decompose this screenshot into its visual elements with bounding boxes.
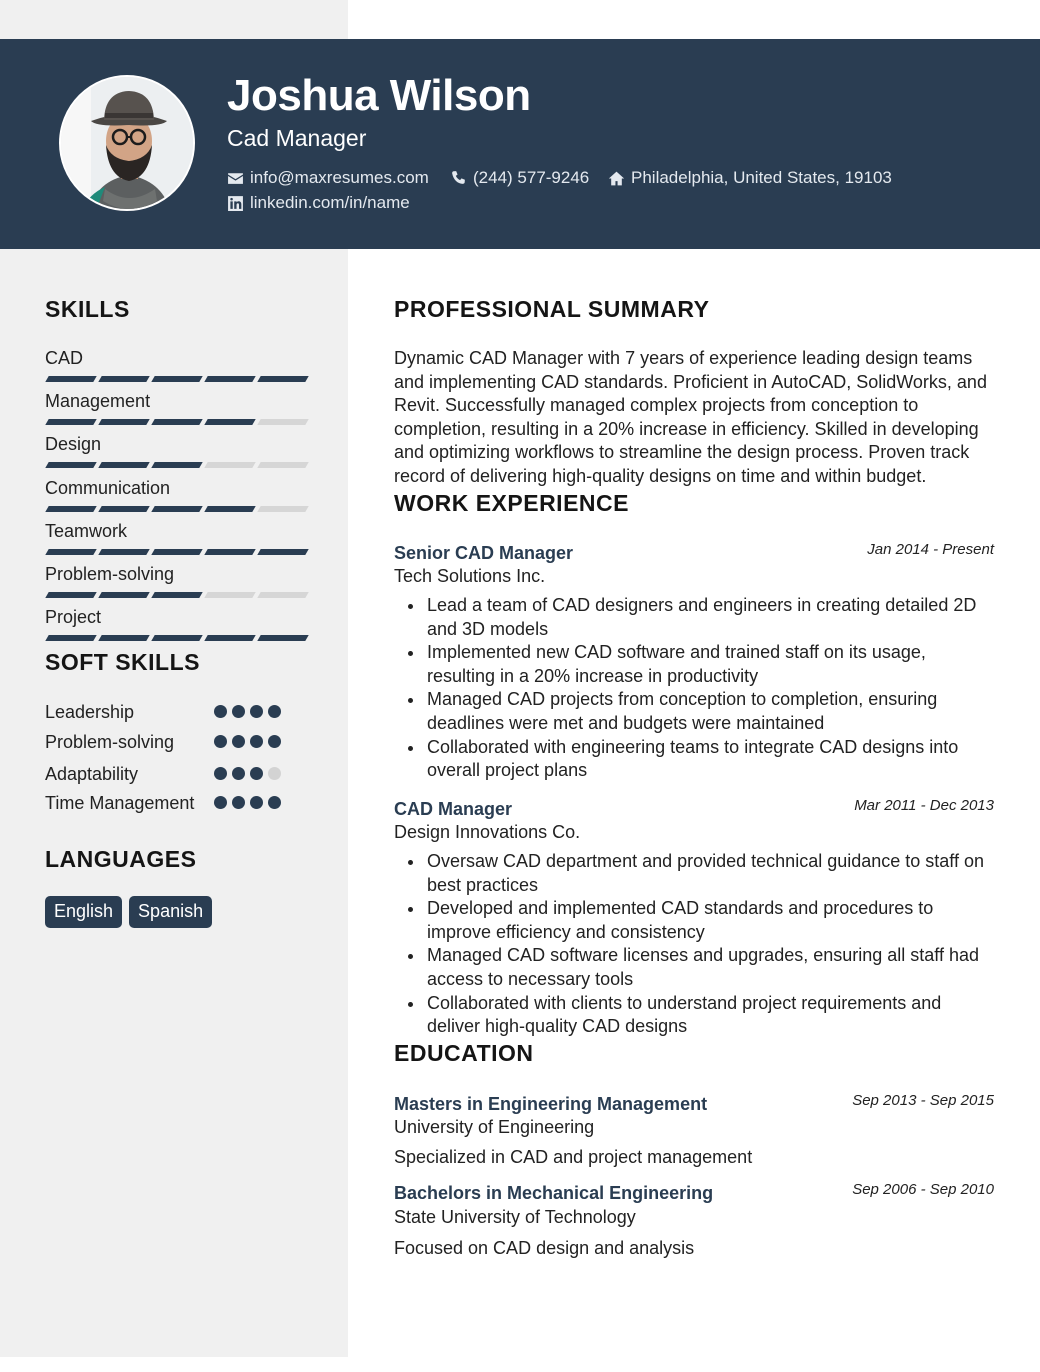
skill-segment-filled bbox=[257, 635, 308, 641]
candidate-title: Cad Manager bbox=[227, 125, 367, 151]
skill-label: CAD bbox=[45, 348, 84, 368]
home-icon bbox=[608, 170, 625, 187]
skill-segment-filled bbox=[257, 376, 308, 382]
skill-segment-filled bbox=[45, 506, 96, 512]
skill-segment-filled bbox=[98, 419, 149, 425]
degree-title: Masters in Engineering Management bbox=[394, 1094, 708, 1114]
skill-level-bar bbox=[47, 635, 307, 641]
soft-skills-heading: SOFT SKILLS bbox=[45, 649, 200, 675]
location-text: Philadelphia, United States, 19103 bbox=[631, 168, 892, 187]
rating-dot-filled bbox=[250, 767, 263, 780]
skill-segment-empty bbox=[257, 462, 308, 468]
soft-skill-rating bbox=[214, 705, 281, 718]
rating-dot-filled bbox=[214, 796, 227, 809]
skill-segment-filled bbox=[45, 635, 96, 641]
languages-heading: LANGUAGES bbox=[45, 846, 197, 872]
job-bullets bbox=[394, 850, 994, 1039]
language-badge: Spanish bbox=[129, 896, 212, 928]
skill-segment-filled bbox=[151, 506, 202, 512]
skill-segment-filled bbox=[98, 462, 149, 468]
job-company: Tech Solutions Inc. bbox=[394, 566, 546, 586]
bullet-item: Developed and implemented CAD standards and procedures to improve efficiency and consistency bbox=[394, 897, 994, 944]
contact-phone[interactable] bbox=[450, 168, 589, 188]
skill-segment-filled bbox=[151, 462, 202, 468]
summary-heading: PROFESSIONAL SUMMARY bbox=[394, 296, 710, 322]
skill-level-bar bbox=[47, 376, 307, 382]
linkedin-icon bbox=[227, 195, 244, 212]
rating-dot-filled bbox=[214, 735, 227, 748]
degree-dates: Sep 2006 - Sep 2010 bbox=[852, 1181, 994, 1198]
job-company: Design Innovations Co. bbox=[394, 822, 581, 842]
skill-segment-filled bbox=[257, 549, 308, 555]
skill-segment-filled bbox=[98, 592, 149, 598]
skill-segment-filled bbox=[45, 592, 96, 598]
rating-dot-filled bbox=[250, 796, 263, 809]
degree-title: Bachelors in Mechanical Engineering bbox=[394, 1183, 714, 1203]
bullet-item: Managed CAD software licenses and upgrades, ensuring all staff had access to necessary tools bbox=[394, 944, 994, 991]
skill-segment-filled bbox=[98, 635, 149, 641]
soft-skill-label: Problem-solving bbox=[45, 732, 175, 752]
skill-segment-filled bbox=[204, 506, 255, 512]
skill-segment-filled bbox=[151, 549, 202, 555]
skill-segment-filled bbox=[45, 549, 96, 555]
skill-segment-filled bbox=[151, 376, 202, 382]
skill-segment-empty bbox=[204, 462, 255, 468]
rating-dot-filled bbox=[232, 796, 245, 809]
contact-location bbox=[608, 168, 892, 188]
rating-dot-filled bbox=[232, 735, 245, 748]
skill-segment-empty bbox=[204, 592, 255, 598]
rating-dot-filled bbox=[268, 705, 281, 718]
bullet-item: Lead a team of CAD designers and engineers in creating detailed 2D and 3D models bbox=[394, 594, 994, 641]
skill-label: Project bbox=[45, 607, 102, 628]
school-name: State University of Technology bbox=[394, 1207, 636, 1227]
skill-segment-filled bbox=[45, 462, 96, 468]
skills-heading: SKILLS bbox=[45, 296, 130, 322]
skill-segment-empty bbox=[257, 419, 308, 425]
languages-list bbox=[45, 896, 212, 928]
skill-level-bar bbox=[47, 506, 307, 512]
rating-dot-empty bbox=[268, 767, 281, 780]
bullet-item: Collaborated with clients to understand project requirements and deliver high-quality CAD designs bbox=[394, 992, 994, 1039]
skill-level-bar bbox=[47, 592, 307, 598]
skill-segment-filled bbox=[151, 635, 202, 641]
soft-skill-rating bbox=[214, 796, 281, 809]
phone-text: (244) 577-9246 bbox=[473, 168, 590, 187]
skill-segment-filled bbox=[204, 376, 255, 382]
skill-label: Problem-solving bbox=[45, 564, 175, 584]
degree-description: Focused on CAD design and analysis bbox=[394, 1238, 695, 1258]
skill-label: Management bbox=[45, 391, 151, 412]
skill-segment-filled bbox=[98, 376, 149, 382]
rating-dot-filled bbox=[250, 735, 263, 748]
job-title: Senior CAD Manager bbox=[394, 543, 574, 563]
skill-level-bar bbox=[47, 549, 307, 555]
degree-dates: Sep 2013 - Sep 2015 bbox=[852, 1092, 994, 1109]
experience-heading: WORK EXPERIENCE bbox=[394, 490, 629, 516]
language-badge: English bbox=[45, 896, 122, 928]
skill-segment-filled bbox=[45, 376, 96, 382]
skill-segment-filled bbox=[204, 635, 255, 641]
skill-segment-empty bbox=[257, 506, 308, 512]
education-heading: EDUCATION bbox=[394, 1040, 534, 1066]
rating-dot-filled bbox=[214, 705, 227, 718]
resume-header bbox=[0, 39, 1040, 249]
skill-level-bar bbox=[47, 462, 307, 468]
bullet-item: Oversaw CAD department and provided technical guidance to staff on best practices bbox=[394, 850, 994, 897]
soft-skill-rating bbox=[214, 767, 281, 780]
skill-segment-filled bbox=[151, 592, 202, 598]
skill-segment-filled bbox=[204, 419, 255, 425]
skill-segment-filled bbox=[98, 506, 149, 512]
skill-segment-filled bbox=[151, 419, 202, 425]
skill-label: Design bbox=[45, 434, 102, 455]
rating-dot-filled bbox=[232, 705, 245, 718]
school-name: University of Engineering bbox=[394, 1117, 595, 1137]
rating-dot-filled bbox=[268, 796, 281, 809]
contact-linkedin[interactable] bbox=[227, 193, 410, 213]
phone-icon bbox=[450, 170, 467, 187]
rating-dot-filled bbox=[268, 735, 281, 748]
skill-level-bar bbox=[47, 419, 307, 425]
envelope-icon bbox=[227, 170, 244, 187]
email-text: info@maxresumes.com bbox=[250, 168, 429, 187]
soft-skill-rating bbox=[214, 735, 281, 748]
soft-skill-label: Time Management bbox=[45, 793, 195, 813]
skill-segment-filled bbox=[45, 419, 96, 425]
bullet-item: Managed CAD projects from conception to completion, ensuring deadlines were met and budgets were maintained bbox=[394, 688, 994, 735]
rating-dot-filled bbox=[250, 705, 263, 718]
job-title: CAD Manager bbox=[394, 799, 513, 819]
job-dates: Mar 2011 - Dec 2013 bbox=[854, 797, 994, 814]
linkedin-text: linkedin.com/in/name bbox=[250, 193, 410, 212]
rating-dot-filled bbox=[214, 767, 227, 780]
avatar bbox=[59, 75, 195, 211]
candidate-name: Joshua Wilson bbox=[227, 71, 531, 120]
skill-segment-empty bbox=[257, 592, 308, 598]
skill-label: Communication bbox=[45, 477, 171, 498]
bullet-item: Collaborated with engineering teams to integrate CAD designs into overall project plans bbox=[394, 736, 994, 783]
profile-photo bbox=[61, 77, 195, 211]
degree-description: Specialized in CAD and project management bbox=[394, 1147, 753, 1167]
job-bullets bbox=[394, 594, 994, 783]
skill-label: Teamwork bbox=[45, 520, 128, 541]
contact-email[interactable] bbox=[227, 168, 429, 188]
bullet-item: Implemented new CAD software and trained staff on its usage, resulting in a 20% increase in productivity bbox=[394, 641, 994, 688]
job-dates: Jan 2014 - Present bbox=[867, 541, 994, 558]
skill-segment-filled bbox=[204, 549, 255, 555]
soft-skill-label: Leadership bbox=[45, 702, 135, 722]
skill-segment-filled bbox=[98, 549, 149, 555]
summary-text: Dynamic CAD Manager with 7 years of experience leading design teams and implementing CAD standards. Proficient in AutoCAD, SolidWorks, and Revit. Successfully managed complex projects from conception to completion, resulting in a 20% increase in efficiency. Skilled in developing and optimizing workflows to streamline the design process. Proven track record of delivering high-quality designs on time and within budget. bbox=[394, 348, 987, 486]
soft-skill-label: Adaptability bbox=[45, 764, 139, 784]
rating-dot-filled bbox=[232, 767, 245, 780]
